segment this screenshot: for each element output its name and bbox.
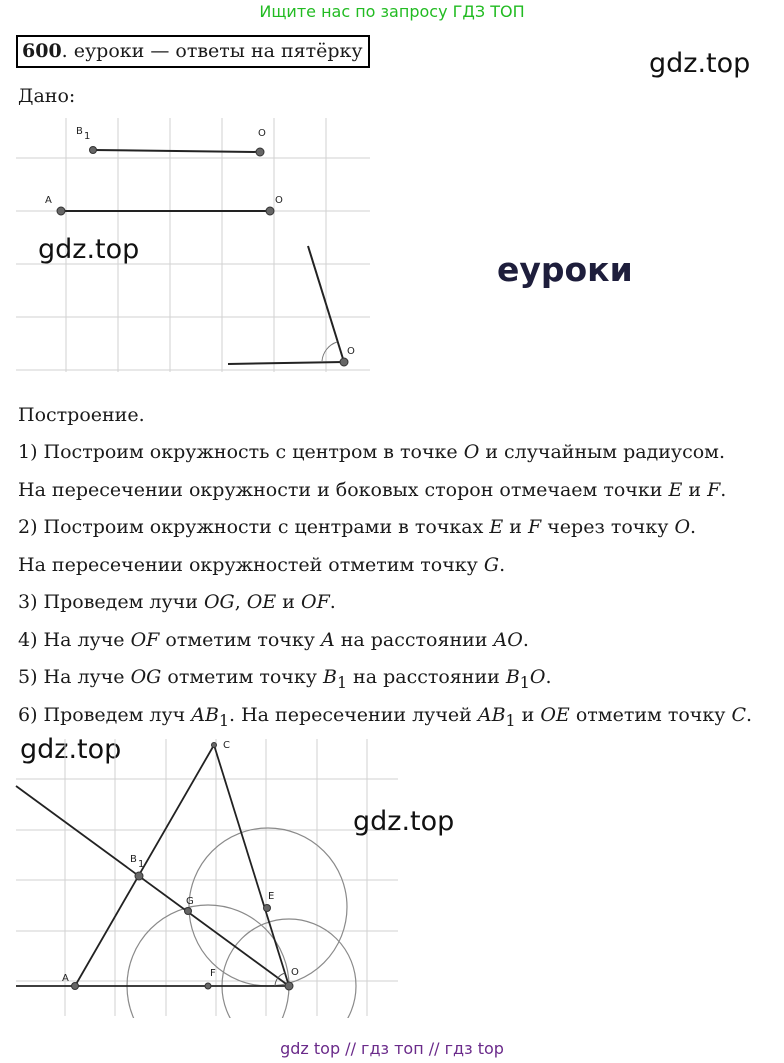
point-a-2 xyxy=(72,983,79,990)
label-o-2: O xyxy=(291,967,299,978)
watermark-lower-right: gdz.top xyxy=(353,806,455,837)
point-o-2 xyxy=(285,982,293,990)
point-o-vertex xyxy=(340,358,348,366)
step-6: 6) Проведем луч $AB_1$. На пересечении лучей $AB_1$ и OE отметим точку C. xyxy=(18,704,753,730)
task-title: . еуроки — ответы на пятёрку xyxy=(61,40,363,62)
label-b-sub: 1 xyxy=(84,131,91,142)
label-c: C xyxy=(223,740,230,751)
task-number: 600 xyxy=(22,40,62,62)
task-header xyxy=(16,35,370,68)
label-b-2: B xyxy=(130,854,137,865)
point-o-top xyxy=(256,148,264,156)
point-b1-2 xyxy=(135,872,143,880)
point-b1 xyxy=(90,147,97,154)
step-3: 3) Проведем лучи OG, OE и OF. xyxy=(18,591,336,613)
step-2b: На пересечении окружностей отметим точку G. xyxy=(18,554,506,576)
step-2: 2) Построим окружности с центрами в точках E и F через точку O. xyxy=(18,516,697,538)
ray-oe xyxy=(214,745,289,986)
search-banner[interactable]: Ищите нас по запросу ГДЗ ТОП xyxy=(259,2,525,21)
circle-center-f xyxy=(127,905,289,1018)
construction-figure xyxy=(14,735,400,1018)
label-b-sub-2: 1 xyxy=(138,859,145,870)
label-g: G xyxy=(186,896,194,907)
step-1: 1) Построим окружность с центром в точке O и случайным радиусом. xyxy=(18,441,726,463)
circle-center-o xyxy=(222,919,356,1018)
label-b: B xyxy=(76,126,83,137)
watermark-lower-left: gdz.top xyxy=(20,734,122,765)
point-e xyxy=(264,905,271,912)
watermark-mid-left: gdz.top xyxy=(38,234,140,265)
step-1b: На пересечении окружности и боковых сторон отмечаем точки E и F. xyxy=(18,479,727,501)
label-a-2: A xyxy=(62,973,69,984)
ray-ab1 xyxy=(75,745,214,986)
watermark-top-right: gdz.top xyxy=(649,48,751,79)
point-g xyxy=(185,908,192,915)
angle-side-1 xyxy=(228,362,344,364)
angle-arc xyxy=(322,342,337,361)
footer-links[interactable]: gdz top // гдз топ // гдз top xyxy=(280,1039,504,1058)
label-o-mid: O xyxy=(275,195,283,206)
point-o-mid xyxy=(266,207,274,215)
step-5: 5) На луче OG отметим точку $B_1$ на расстоянии $B_1O$. xyxy=(18,666,552,692)
construction-label: Построение. xyxy=(18,404,145,426)
label-a: A xyxy=(45,195,52,206)
brand-watermark: еуроки xyxy=(497,250,633,289)
label-f: F xyxy=(210,968,216,979)
point-c xyxy=(212,743,217,748)
label-o-vertex: O xyxy=(347,346,355,357)
given-label: Дано: xyxy=(18,85,76,107)
point-a xyxy=(57,207,65,215)
label-o-top: O xyxy=(258,128,266,139)
ray-og xyxy=(16,786,289,986)
label-e: E xyxy=(268,891,275,902)
step-4: 4) На луче OF отметим точку A на расстоянии AO. xyxy=(18,629,529,651)
point-f xyxy=(205,983,211,989)
